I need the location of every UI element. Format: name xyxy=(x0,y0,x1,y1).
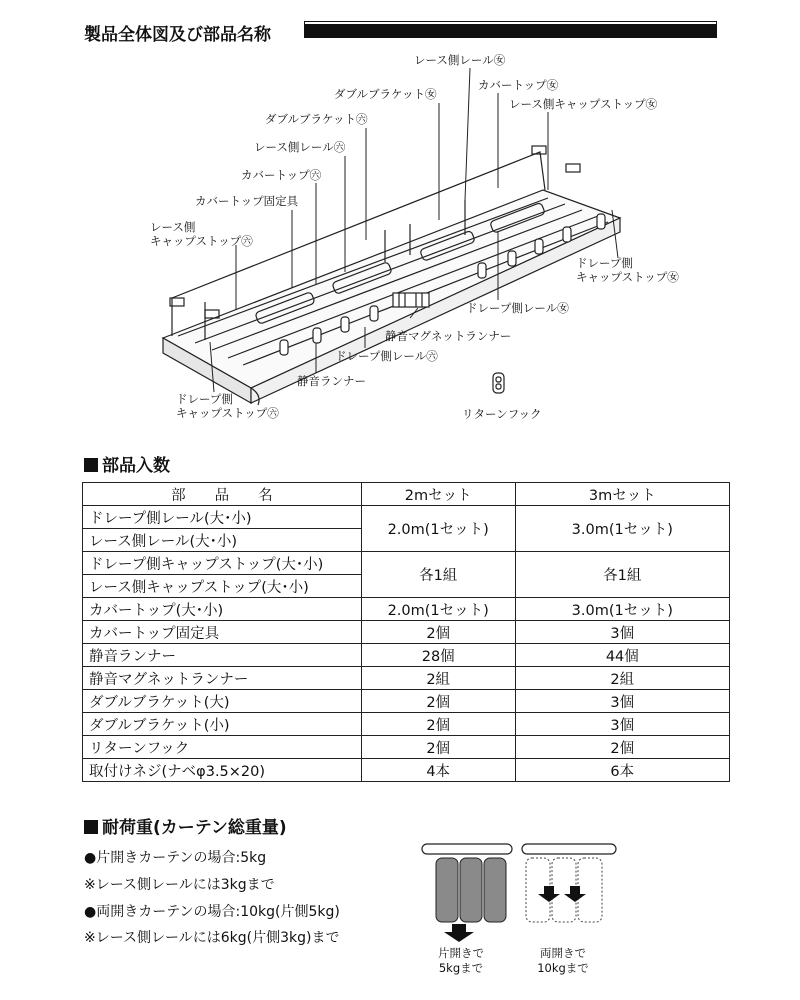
title-rule xyxy=(305,22,716,37)
label-drape-cap-small-2: キャップストップ㊛ xyxy=(576,270,679,284)
parts-table xyxy=(82,482,730,782)
header-3m: 3mセット xyxy=(515,483,729,506)
row-2m-merged: 2.0m(1セット) xyxy=(361,506,515,552)
section-title-load xyxy=(84,813,287,838)
row-name: 静音マグネットランナー xyxy=(83,667,362,690)
label-lace-cap-large-1: レース側 xyxy=(150,220,196,234)
row-2m: 2個 xyxy=(361,713,515,736)
label-cover-top-small: カバートップ㊛ xyxy=(478,78,559,92)
row-name: 静音ランナー xyxy=(83,644,362,667)
row-3m: 3個 xyxy=(515,690,729,713)
label-runner: 静音ランナー xyxy=(297,374,366,388)
row-3m-merged: 各1組 xyxy=(515,552,729,598)
caption-double-line1: 両開きで xyxy=(540,946,586,960)
row-name: ダブルブラケット(小) xyxy=(83,713,362,736)
row-name: カバートップ固定具 xyxy=(83,621,362,644)
label-lace-cap-large-2: キャップストップ㊅ xyxy=(150,234,253,248)
row-name: 取付けネジ(ナベφ3.5×20) xyxy=(83,759,362,782)
label-lace-rail-small: レース側レール㊛ xyxy=(414,53,506,67)
row-2m-merged: 各1組 xyxy=(361,552,515,598)
note-double: ●両開きカーテンの場合:10kg(片側5kg) xyxy=(84,904,340,920)
row-2m: 2.0m(1セット) xyxy=(361,598,515,621)
table-row xyxy=(83,690,730,713)
note-single: ●片開きカーテンの場合:5kg xyxy=(84,850,267,866)
row-name: ダブルブラケット(大) xyxy=(83,690,362,713)
row-3m: 6本 xyxy=(515,759,729,782)
row-name: レース側キャップストップ(大･小) xyxy=(83,575,362,598)
row-3m: 44個 xyxy=(515,644,729,667)
section-title-parts xyxy=(84,451,170,476)
row-3m: 2組 xyxy=(515,667,729,690)
table-row xyxy=(83,759,730,782)
label-double-bracket-small: ダブルブラケット㊛ xyxy=(334,87,437,101)
row-2m: 2個 xyxy=(361,621,515,644)
row-name: ドレープ側キャップストップ(大･小) xyxy=(83,552,362,575)
label-lace-cap-small: レース側キャップストップ㊛ xyxy=(509,97,658,111)
table-row xyxy=(83,621,730,644)
section-title-overview-text: 製品全体図及び部品名称 xyxy=(84,25,271,45)
table-row xyxy=(83,552,730,575)
row-3m-merged: 3.0m(1セット) xyxy=(515,506,729,552)
label-double-bracket-large: ダブルブラケット㊅ xyxy=(265,112,368,126)
row-3m: 3.0m(1セット) xyxy=(515,598,729,621)
row-2m: 28個 xyxy=(361,644,515,667)
row-2m: 2組 xyxy=(361,667,515,690)
header-2m: 2mセット xyxy=(361,483,515,506)
row-3m: 2個 xyxy=(515,736,729,759)
label-drape-rail-large: ドレープ側レール㊅ xyxy=(335,349,438,363)
section-title-parts-text: 部品入数 xyxy=(102,456,170,476)
label-drape-rail-small: ドレープ側レール㊛ xyxy=(466,301,569,315)
caption-single-line2: 5kgまで xyxy=(438,961,484,975)
table-row xyxy=(83,598,730,621)
curtain-load-illustration xyxy=(414,836,624,946)
row-3m: 3個 xyxy=(515,621,729,644)
label-lace-rail-large: レース側レール㊅ xyxy=(254,140,346,154)
header-name: 部 品 名 xyxy=(83,483,362,506)
caption-double-line2: 10kgまで xyxy=(537,961,589,975)
section-square-icon xyxy=(84,458,98,472)
label-cover-top-fixture: カバートップ固定具 xyxy=(195,194,299,208)
row-name: ドレープ側レール(大･小) xyxy=(83,506,362,529)
label-return-hook: リターンフック xyxy=(462,407,542,421)
caption-double xyxy=(523,946,603,976)
row-3m: 3個 xyxy=(515,713,729,736)
label-drape-cap-small-1: ドレープ側 xyxy=(576,256,633,270)
table-row xyxy=(83,713,730,736)
row-name: リターンフック xyxy=(83,736,362,759)
label-drape-cap-large-1: ドレープ側 xyxy=(176,392,233,406)
label-drape-cap-large-2: キャップストップ㊅ xyxy=(176,406,279,420)
label-cover-top-large: カバートップ㊅ xyxy=(241,168,322,182)
note-single-lace: ※レース側レールには3kgまで xyxy=(84,877,275,893)
table-row xyxy=(83,506,730,529)
caption-single-line1: 片開きで xyxy=(438,946,484,960)
table-row xyxy=(83,644,730,667)
table-header-row xyxy=(83,483,730,506)
row-name: レース側レール(大･小) xyxy=(83,529,362,552)
caption-single xyxy=(421,946,501,976)
table-row xyxy=(83,736,730,759)
note-double-lace: ※レース側レールには6kg(片側3kg)まで xyxy=(84,930,340,946)
row-2m: 4本 xyxy=(361,759,515,782)
table-row xyxy=(83,667,730,690)
section-square-icon xyxy=(84,820,98,834)
row-2m: 2個 xyxy=(361,736,515,759)
row-2m: 2個 xyxy=(361,690,515,713)
label-magnet-runner: 静音マグネットランナー xyxy=(385,329,512,343)
section-title-load-text: 耐荷重(カーテン総重量) xyxy=(102,818,287,838)
row-name: カバートップ(大･小) xyxy=(83,598,362,621)
